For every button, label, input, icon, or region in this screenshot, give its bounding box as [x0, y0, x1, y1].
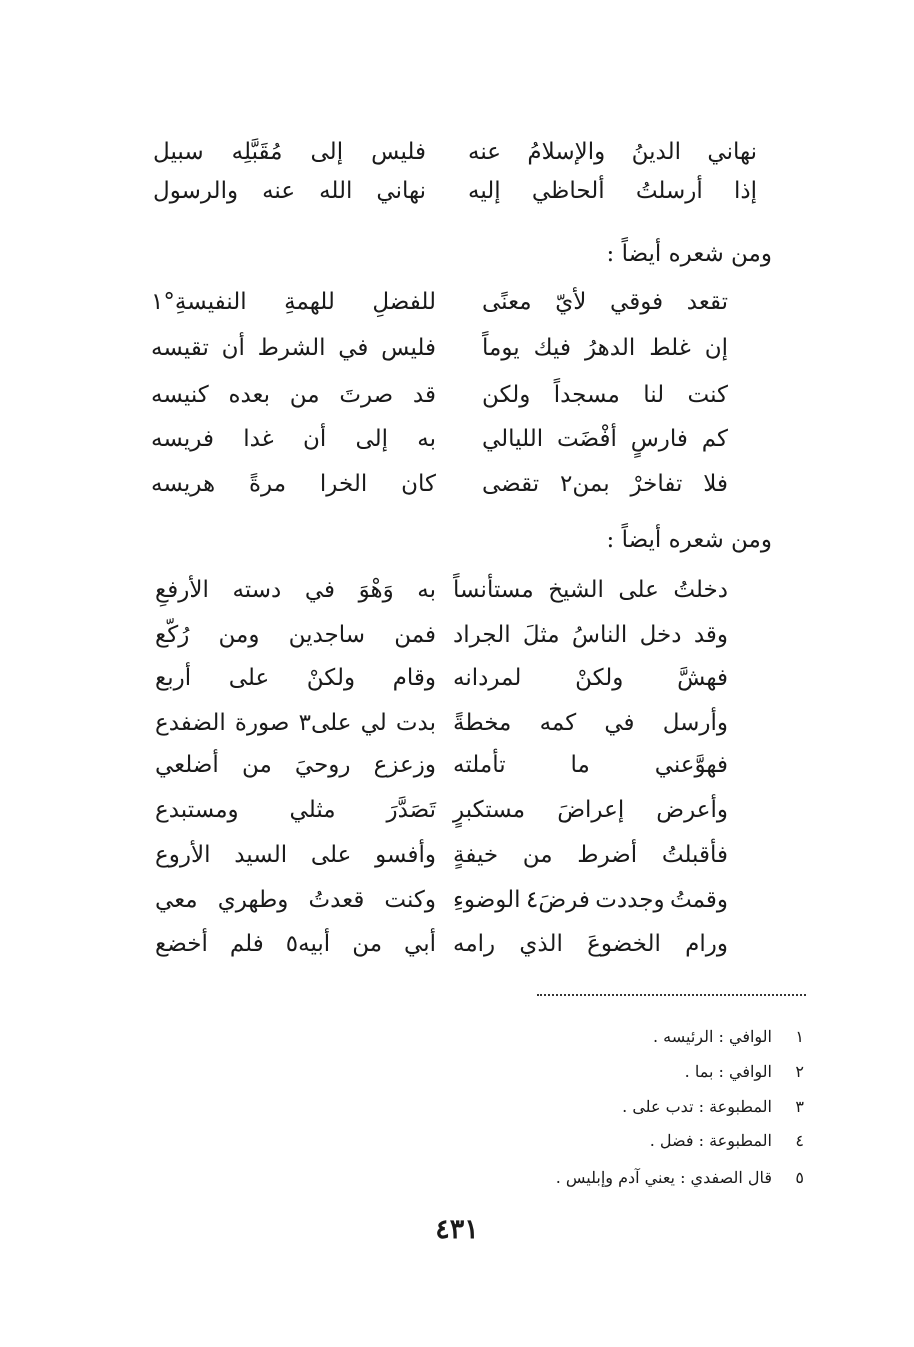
first-hemistich	[453, 880, 728, 920]
second-hemistich	[151, 328, 436, 368]
verse-word: للهمةِ	[284, 289, 335, 315]
verse-word: فمن	[394, 622, 436, 648]
verse-word: كان	[401, 471, 436, 497]
verse-word: من	[289, 382, 320, 408]
verse-word: مستأنساً	[453, 577, 534, 603]
verse-word: إلى	[355, 426, 389, 452]
footnote-number: ٢	[795, 1062, 804, 1081]
verse-word: بدت	[395, 710, 436, 736]
first-hemistich	[453, 570, 728, 610]
second-hemistich	[155, 880, 436, 920]
verse-word: السيد	[234, 842, 288, 868]
verse-word: كمه	[539, 710, 577, 736]
verse-word: لأيّ	[555, 289, 587, 315]
verse-word: صرتَ	[339, 382, 394, 408]
verse-word: سبيل	[153, 139, 204, 165]
verse-word: فرضَ٤	[525, 887, 590, 913]
verse-word: إذا	[733, 178, 757, 204]
verse-word: عنه	[262, 178, 296, 204]
first-hemistich	[453, 835, 728, 875]
verse-word: في	[338, 335, 369, 361]
verse-word: من	[241, 752, 272, 778]
verse-word: الليالي	[482, 426, 544, 452]
verse-word: فهشَّ	[677, 665, 728, 691]
verse-word: عنه	[468, 139, 502, 165]
poem-2-verse	[0, 570, 914, 610]
verse-word: دسته	[232, 577, 282, 603]
second-hemistich	[155, 835, 436, 875]
verse-word: الشرط	[257, 335, 326, 361]
footnote-item	[685, 1057, 804, 1087]
verse-word: به	[417, 577, 436, 603]
second-hemistich	[151, 282, 436, 322]
verse-word: الذي	[519, 931, 563, 957]
poem-2-verse	[0, 615, 914, 655]
first-hemistich	[453, 924, 728, 964]
verse-word: مثلي	[289, 797, 336, 823]
verse-word: فيك	[533, 335, 571, 361]
verse-word: وقام	[392, 665, 436, 691]
verse-word: وطهري	[217, 887, 289, 913]
verse-word: دخلتُ	[673, 577, 728, 603]
verse-word: الوضوءِ	[453, 887, 521, 913]
poem-1-verse	[0, 464, 914, 504]
opening-verse	[0, 171, 914, 211]
verse-word: أن	[302, 426, 327, 452]
verse-word: في	[604, 710, 635, 736]
verse-word: تفاخرْ	[630, 471, 683, 497]
footnote-item	[653, 1022, 804, 1052]
first-hemistich	[453, 703, 728, 743]
second-hemistich	[153, 132, 426, 172]
poem-2-verse	[0, 924, 914, 964]
verse-word: مخطةً	[453, 710, 512, 736]
verse-word: على٣	[298, 710, 352, 736]
verse-word: هريسه	[151, 471, 216, 497]
first-hemistich	[453, 745, 728, 785]
verse-word: كم	[701, 426, 728, 452]
verse-word: رامه	[453, 931, 496, 957]
poem-2-verse	[0, 658, 914, 698]
first-hemistich	[453, 658, 728, 698]
verse-word: معنًى	[482, 289, 532, 315]
verse-word: به	[417, 426, 436, 452]
footnote-text: الوافي : بما .	[684, 1062, 772, 1081]
verse-word: غدا	[243, 426, 274, 452]
poem-2-verse	[0, 835, 914, 875]
verse-word: لي	[360, 710, 387, 736]
poem-2-verse	[0, 790, 914, 830]
verse-word: الخرا	[319, 471, 368, 497]
verse-word: في	[304, 577, 335, 603]
verse-word: تَصَدَّرَ	[386, 797, 436, 823]
verse-word: أبيه٥	[285, 931, 331, 957]
first-hemistich	[468, 171, 757, 211]
verse-word: مثلَ	[522, 622, 560, 648]
poem-1-verse	[0, 328, 914, 368]
verse-word: معي	[155, 887, 198, 913]
verse-word: مرةً	[248, 471, 287, 497]
footnote-text: المطبوعة : فضل .	[649, 1131, 772, 1150]
verse-word: كنيسه	[151, 382, 209, 408]
verse-word: مسجداً	[553, 382, 620, 408]
first-hemistich	[453, 615, 728, 655]
poem-2-verse	[0, 745, 914, 785]
verse-word: أربع	[155, 665, 192, 691]
verse-word: الله	[319, 178, 353, 204]
verse-word: تأملته	[453, 752, 506, 778]
verse-word: بعده	[228, 382, 271, 408]
second-hemistich	[155, 570, 436, 610]
verse-word: أضرط	[577, 842, 638, 868]
verse-word: أبي	[404, 931, 436, 957]
footnote-number: ٤	[795, 1131, 804, 1150]
verse-word: والإسلامُ	[527, 139, 606, 165]
verse-word: تقضى	[482, 471, 540, 497]
verse-word: فوقي	[610, 289, 664, 315]
verse-word: فلا	[703, 471, 728, 497]
verse-word: الشيخ	[548, 577, 604, 603]
footnote-separator	[537, 994, 806, 996]
first-hemistich	[482, 328, 728, 368]
footnote-text: المطبوعة : تدب على .	[622, 1097, 772, 1116]
verse-word: يوماً	[482, 335, 520, 361]
footnote-number: ١	[795, 1027, 804, 1046]
verse-word: الخضوعَ	[587, 931, 661, 957]
first-hemistich	[468, 132, 757, 172]
second-hemistich	[155, 924, 436, 964]
second-hemistich	[151, 375, 436, 415]
verse-word: تقيسه	[151, 335, 209, 361]
verse-word: على	[310, 842, 352, 868]
verse-word: لنا	[643, 382, 665, 408]
verse-word: إعراضَ	[557, 797, 625, 823]
verse-word: من	[352, 931, 383, 957]
verse-word: وأرسل	[662, 710, 728, 736]
footnote-item	[622, 1092, 804, 1122]
verse-word: الضفدع	[155, 710, 226, 736]
verse-word: فريسه	[151, 426, 214, 452]
verse-word: لمردانه	[453, 665, 522, 691]
verse-word: نهاني	[376, 178, 426, 204]
verse-word: الأرفعِ	[155, 577, 209, 603]
section-heading-2: ومن شعره أيضاً :	[606, 527, 772, 553]
verse-word: وَهْوَ	[358, 577, 394, 603]
verse-word: مُقَبَّلِه	[231, 139, 283, 165]
verse-word: فهوَّعني	[654, 752, 728, 778]
poem-2-verse	[0, 703, 914, 743]
verse-word: إن	[704, 335, 728, 361]
poem-1-verse	[0, 282, 914, 322]
verse-word: مستكبرٍ	[453, 797, 526, 823]
verse-word: ومستبدع	[155, 797, 239, 823]
verse-word: وقمتُ	[670, 887, 728, 913]
poem-1-verse	[0, 375, 914, 415]
footnote-item	[556, 1163, 804, 1193]
verse-word: دخل	[639, 622, 682, 648]
first-hemistich	[482, 375, 728, 415]
first-hemistich	[482, 282, 728, 322]
verse-word: وجددت	[595, 887, 665, 913]
second-hemistich	[155, 790, 436, 830]
second-hemistich	[151, 464, 436, 504]
verse-word: نهاني	[707, 139, 757, 165]
verse-word: أخضع	[155, 931, 208, 957]
verse-word: وقد	[693, 622, 728, 648]
verse-word: من	[522, 842, 553, 868]
verse-word: وكنت	[384, 887, 436, 913]
verse-word: فأقبلتُ	[661, 842, 728, 868]
verse-word: فارسٍ	[630, 426, 688, 452]
verse-word: ولكن	[482, 382, 531, 408]
verse-word: أن	[221, 335, 245, 361]
verse-word: وزعزع	[373, 752, 436, 778]
verse-word: فليس	[381, 335, 436, 361]
footnote-number: ٥	[795, 1168, 804, 1187]
second-hemistich	[155, 745, 436, 785]
footnote-text: الوافي : الرئيسه .	[652, 1027, 772, 1046]
verse-word: روحيَ	[294, 752, 351, 778]
verse-word: إلى	[310, 139, 344, 165]
opening-verse	[0, 132, 914, 172]
first-hemistich	[482, 464, 728, 504]
second-hemistich	[153, 171, 426, 211]
poem-2-verse	[0, 880, 914, 920]
verse-word: ما	[570, 752, 590, 778]
verse-word: ألحاظي	[531, 178, 605, 204]
verse-word: ورام	[685, 931, 728, 957]
verse-word: ساجدين	[288, 622, 366, 648]
verse-word: كنت	[687, 382, 728, 408]
verse-word: قعدتُ	[308, 887, 365, 913]
first-hemistich	[482, 419, 728, 459]
verse-word: على	[618, 577, 659, 603]
verse-word: إليه	[468, 178, 501, 204]
page-number: ٤٣١	[435, 1214, 479, 1245]
verse-word: خيفةٍ	[453, 842, 499, 868]
verse-word: فلم	[229, 931, 264, 957]
verse-word: ولكنْ	[306, 665, 356, 691]
verse-word: النفيسةِ°١	[151, 289, 247, 315]
verse-word: قد	[412, 382, 436, 408]
verse-word: ولكنْ	[575, 665, 624, 691]
verse-word: وأفسو	[375, 842, 436, 868]
footnote-text: قال الصفدي : يعني آدم وإبليس .	[555, 1168, 772, 1187]
verse-word: والرسول	[153, 178, 239, 204]
verse-word: صورة	[234, 710, 290, 736]
verse-word: الدينُ	[631, 139, 682, 165]
verse-word: الأروع	[155, 842, 211, 868]
second-hemistich	[155, 703, 436, 743]
first-hemistich	[453, 790, 728, 830]
verse-word: وأعرض	[656, 797, 728, 823]
verse-word: غلط	[649, 335, 691, 361]
footnote-item	[650, 1126, 804, 1156]
verse-word: بمن٢	[560, 471, 610, 497]
section-heading-1: ومن شعره أيضاً :	[606, 241, 772, 267]
verse-word: الدهرُ	[584, 335, 636, 361]
verse-word: رُكّع	[155, 622, 190, 648]
second-hemistich	[155, 658, 436, 698]
second-hemistich	[151, 419, 436, 459]
verse-word: الجراد	[453, 622, 511, 648]
verse-word: على	[228, 665, 270, 691]
verse-word: الناسُ	[571, 622, 628, 648]
verse-word: ومن	[218, 622, 260, 648]
verse-word: تقعد	[686, 289, 728, 315]
footnote-number: ٣	[795, 1097, 804, 1116]
verse-word: للفضلِ	[372, 289, 436, 315]
verse-word: فليس	[371, 139, 426, 165]
second-hemistich	[155, 615, 436, 655]
verse-word: أفْضَت	[556, 426, 617, 452]
verse-word: أرسلتُ	[635, 178, 703, 204]
poem-1-verse	[0, 419, 914, 459]
verse-word: أضلعي	[155, 752, 219, 778]
